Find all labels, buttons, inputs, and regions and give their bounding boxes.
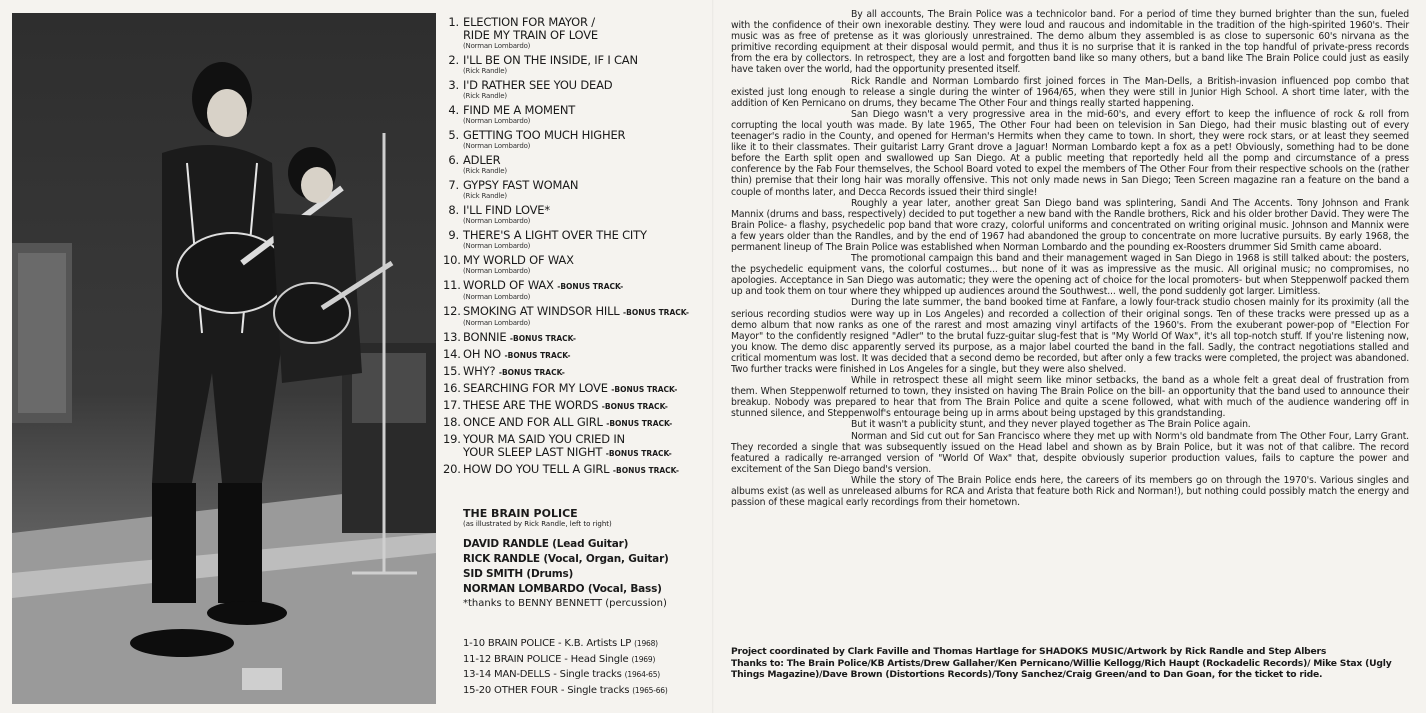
- track-number: 2.: [448, 53, 459, 67]
- track-number: 8.: [448, 203, 459, 217]
- track-item: [443, 104, 693, 129]
- track-title-text: SMOKING AT WINDSOR HILL: [463, 304, 620, 318]
- essay-paragraph: Roughly a year later, another great San Diego band was splintering, Sandi And The Accents. Tony Johnson and Frank Mannix (drums and bass, respectively) decided to put together a new band with the Randle brothers, Rick and his older brother David. They were The Brain Police- a flashy, psychedelic pop band that wore crazy, colorful uniforms and concentrated on writing original music. Johnson and Mannix were a few years older than the Randles, and by the end of 1967 had abandoned the group to concentrate on more lucrative pursuits. By early 1968, the permanent lineup of The Brain Police was established when Norman Lombardo and the pounding ex-Roosters drummer Sid Smith came aboard.: [731, 197, 1409, 253]
- track-title-text: I'LL BE ON THE INSIDE, IF I CAN: [463, 53, 638, 67]
- bonus-track-label: -BONUS TRACK-: [557, 282, 624, 291]
- track-title-text: YOUR MA SAID YOU CRIED IN: [463, 432, 625, 446]
- track-title: [463, 29, 693, 42]
- track-item: [443, 382, 693, 396]
- source-year: (1964-65): [624, 670, 661, 679]
- track-title-text: FIND ME A MOMENT: [463, 103, 576, 117]
- bonus-track-label: -BONUS TRACK-: [612, 466, 679, 475]
- liner-notes: [731, 9, 1409, 508]
- bonus-track-label: -BONUS TRACK-: [606, 419, 673, 428]
- band-member: NORMAN LOMBARDO (Vocal, Bass): [463, 583, 662, 595]
- track-item: [443, 79, 693, 104]
- track-number: 10.: [443, 253, 461, 267]
- band-member: SID SMITH (Drums): [463, 568, 574, 580]
- source-text: 1-10 BRAIN POLICE - K.B. Artists LP: [463, 638, 632, 649]
- band-member: RICK RANDLE (Vocal, Organ, Guitar): [463, 553, 669, 565]
- source-item: [463, 652, 703, 668]
- track-title: [463, 129, 693, 142]
- tracklist: [443, 16, 693, 480]
- band-title: THE BRAIN POLICE: [463, 507, 578, 520]
- track-title: [463, 204, 693, 217]
- track-songwriter: (Norman Lombardo): [463, 242, 531, 250]
- essay-paragraph: Rick Randle and Norman Lombardo first joined forces in The Man-Dells, a British-invasion influenced pop combo that existed just long enough to release a single during the winter of 1964/65, when they were still in Junior High School. A short time later, with the addition of Ken Pernicano on drums, they became The Other Four and things really started happening.: [731, 75, 1409, 109]
- track-item: [443, 54, 693, 79]
- bonus-track-label: -BONUS TRACK-: [509, 334, 576, 343]
- track-title-text: ADLER: [463, 153, 501, 167]
- track-title: [463, 54, 693, 67]
- track-title: [463, 154, 693, 167]
- track-title: [463, 463, 693, 477]
- track-songwriter: (Norman Lombardo): [463, 117, 531, 125]
- track-title: [463, 416, 693, 430]
- track-title: [463, 254, 693, 267]
- track-number: 6.: [448, 153, 459, 167]
- track-title: [463, 331, 693, 345]
- track-number: 18.: [443, 415, 461, 429]
- track-title-text: OH NO: [463, 347, 502, 361]
- essay-paragraph: While in retrospect these all might seem like minor setbacks, the band as a whole felt a great deal of frustration from them. When Steppenwolf returned to town, they insisted on having The Brain Police on the bill- an opportunity that the band used to announce their breakup. Nobody was prepared to hear that from The Brain Police and quite a scene followed, what with much of the audience wandering off in stunned silence, and Steppenwolf's entourage being up in arms about being upstaged by this grandstanding.: [731, 375, 1409, 420]
- thanks-credit: Thanks to: The Brain Police/KB Artists/Drew Gallaher/Ken Pernicano/Willie Kellogg/Rich Haupt (Rockadelic Records)/ Mike Stax (Ugly Things Magazine)/Dave Brown (Distortions Records)/Tony Sanchez/Craig Green/and to Dan Goan, for the ticket to ride.: [731, 657, 1392, 680]
- track-item: [443, 305, 693, 331]
- track-number: 19.: [443, 432, 461, 446]
- track-title-text: I'D RATHER SEE YOU DEAD: [463, 78, 613, 92]
- track-title-text: RIDE MY TRAIN OF LOVE: [463, 28, 598, 42]
- bonus-track-label: -BONUS TRACK-: [601, 402, 668, 411]
- track-item: [443, 365, 693, 379]
- track-item: [443, 433, 693, 460]
- track-songwriter: (Rick Randle): [463, 67, 507, 75]
- bonus-track-label: -BONUS TRACK-: [622, 308, 690, 317]
- track-songwriter: (Rick Randle): [463, 192, 507, 200]
- track-number: 3.: [448, 78, 459, 92]
- track-number: 9.: [448, 228, 459, 242]
- track-songwriter: (Norman Lombardo): [463, 217, 531, 225]
- track-songwriter: (Rick Randle): [463, 92, 507, 100]
- track-item: [443, 129, 693, 154]
- source-text: 11-12 BRAIN POLICE - Head Single: [463, 653, 629, 665]
- track-number: 11.: [443, 278, 461, 292]
- band-subtitle: (as illustrated by Rick Randle, left to right): [463, 520, 612, 528]
- source-item: [463, 667, 703, 683]
- fold-crease: [712, 0, 714, 713]
- track-title-text: ELECTION FOR MAYOR /: [463, 15, 595, 29]
- track-title-text: ONCE AND FOR ALL GIRL: [463, 415, 603, 429]
- track-number: 4.: [448, 103, 459, 117]
- track-title-text: SEARCHING FOR MY LOVE: [463, 381, 608, 395]
- track-number: 17.: [443, 398, 461, 412]
- track-title-text: THERE'S A LIGHT OVER THE CITY: [463, 228, 647, 242]
- track-title-text: WHY?: [463, 364, 496, 378]
- track-item: [443, 204, 693, 229]
- track-title: [463, 365, 693, 379]
- essay-paragraph: The promotional campaign this band and their management waged in San Diego in 1968 is still talked about: the posters, the psychedelic equipment vans, the colorful costumes... but none of it was as impressive as the music. All original music; no compromises, no apologies. Acceptance in San Diego was automatic; they were the opening act of choice for the local promoters- but when Steppenwolf packed them up and took them on tour where they whipped up audiences around the Southwest... well, the pond suddenly got larger. Limitless.: [731, 253, 1409, 298]
- source-year: (1965-66): [632, 685, 668, 695]
- track-number: 16.: [443, 381, 461, 395]
- track-number: 7.: [448, 178, 459, 192]
- track-title-text: WORLD OF WAX: [463, 278, 554, 292]
- bonus-track-label: -BONUS TRACK-: [498, 368, 565, 377]
- essay-paragraph: By all accounts, The Brain Police was a technicolor band. For a period of time they burned brighter than the sun, fueled with the confidence of their own inexorable destiny. They were loud and raucous and indomitable in the tradition of the high-spirited 1960's. Their music was as free of pretense as it was gloriously unrestrained. The demo album they assembled is as close to supersonic 60's nirvana as the primitive recording equipment at their disposal would permit, and thus it is no surprise that it is ranked in the top handful of private-press records from the era by collectors. In retrospect, they are a lost and forgotten band like so many others, but a band like The Brain Police could just as easily have taken over the world, had the opportunity presented itself.: [731, 9, 1409, 76]
- track-title: [463, 399, 693, 413]
- band-lineup: [463, 507, 703, 611]
- track-songwriter: (Norman Lombardo): [463, 142, 531, 150]
- track-number: 14.: [443, 347, 461, 361]
- essay-paragraph: San Diego wasn't a very progressive area in the mid-60's, and every effort to keep the influence of rock & roll from corrupting the local youth was made. By late 1965, The Other Four had been on television in San Diego, had their music blasting out of every teenager's radio in the County, and opened for Herman's Hermits when they came to town. In short, they were rock stars, or at least they seemed like it to their classmates. Their guitarist Larry Grant drove a Jaguar! Norman Lombardo kept a fox as a pet! Obviously, something had to be done before the Earth split open and swallowed up San Diego. At a public meeting that reportedly held all the pomp and circumstance of a press conference by the Fab Four themselves, the School Board voted to expel the members of The Other Four from their respective schools on the (rather thin) premise that their long hair was morally offensive. This not only made news in San Diego; Teen Screen magazine ran a feature on the band a couple of months later, and Decca Records issued their third single!: [731, 108, 1409, 198]
- credits-footer: [731, 646, 1409, 681]
- source-text: 15-20 OTHER FOUR - Single tracks: [463, 684, 630, 696]
- track-title-text: BONNIE: [463, 330, 507, 344]
- track-title: [463, 348, 693, 362]
- track-item: [443, 416, 693, 430]
- track-title: [463, 229, 693, 242]
- track-item: [443, 179, 693, 204]
- track-title: [463, 179, 693, 192]
- track-item: [443, 463, 693, 477]
- track-item: [443, 154, 693, 179]
- track-title: [463, 382, 693, 396]
- track-item: [443, 229, 693, 254]
- band-photo: [12, 13, 436, 704]
- essay-paragraph: Norman and Sid cut out for San Francisco where they met up with Norm's old bandmate from The Other Four, Larry Grant. They recorded a single that was subsequently issued on the Head label and shown as by Brain Police, but it was not of that calibre. The record featured a radically re-arranged version of "World Of Wax" that, despite obviously superior production values, fails to capture the power and excitement of the San Diego band's version.: [731, 430, 1409, 475]
- bonus-track-label: -BONUS TRACK-: [611, 385, 678, 394]
- track-item: [443, 348, 693, 362]
- track-number: 15.: [443, 364, 461, 378]
- track-number: 5.: [448, 128, 459, 142]
- track-title-text: MY WORLD OF WAX: [463, 253, 574, 267]
- bonus-track-label: -BONUS TRACK-: [504, 351, 571, 360]
- track-title: [463, 104, 693, 117]
- source-item: [463, 683, 703, 699]
- track-number: 20.: [443, 462, 461, 476]
- track-item: [443, 16, 693, 54]
- track-title: [463, 446, 693, 460]
- track-title-text: THESE ARE THE WORDS: [463, 398, 599, 412]
- track-number: 1.: [448, 15, 459, 29]
- track-number: 12.: [443, 304, 461, 318]
- source-year: (1969): [631, 654, 656, 664]
- source-item: [463, 636, 703, 652]
- essay-paragraph: During the late summer, the band booked time at Fanfare, a lowly four-track studio chosen mainly for its proximity (all the serious recording studios were way up in Los Angeles) and recorded a collection of their original songs. Ten of these tracks were pressed up as a demo album that now ranks as one of the rarest and most amazing vinyl artifacts of the 1960's. From the exuberant power-pop of "Election For Mayor" to the confidently resigned "Adler" to the brutal fuzz-guitar slug-fest that is "My World Of Wax", it's all top-notch stuff. If you're listening now, you know. The demo disc apparently served its purpose, as a major label courted the band in the fall. Sadly, the contract negotiations stalled and critical momentum was lost. It was decided that a second demo be recorded, but after only a few tracks were completed, the project was abandoned. Two further tracks were finished in Los Angeles for a single, but they were also shelved.: [731, 297, 1409, 375]
- track-songwriter: (Rick Randle): [463, 167, 507, 175]
- track-title-text: YOUR SLEEP LAST NIGHT: [463, 445, 603, 459]
- band-photo-image: [12, 13, 436, 704]
- track-item: [443, 331, 693, 345]
- essay-paragraph: But it wasn't a publicity stunt, and they never played together as The Brain Police again.: [851, 419, 1251, 431]
- track-title: [463, 279, 693, 293]
- track-title: [463, 305, 693, 319]
- source-year: (1968): [634, 639, 658, 648]
- track-title-text: HOW DO YOU TELL A GIRL: [463, 462, 610, 476]
- source-list: [463, 636, 703, 698]
- track-title-text: GETTING TOO MUCH HIGHER: [463, 128, 626, 142]
- band-member: DAVID RANDLE (Lead Guitar): [463, 538, 629, 550]
- source-text: 13-14 MAN-DELLS - Single tracks: [463, 669, 622, 680]
- track-songwriter: (Norman Lombardo): [463, 319, 531, 327]
- track-item: [443, 399, 693, 413]
- band-thanks: *thanks to BENNY BENNETT (percussion): [463, 598, 667, 609]
- project-credit: Project coordinated by Clark Faville and Thomas Hartlage for SHADOKS MUSIC/Artwork by Rick Randle and Step Albers: [731, 646, 1327, 657]
- track-title-text: GYPSY FAST WOMAN: [463, 178, 579, 192]
- track-title-text: I'LL FIND LOVE*: [463, 203, 550, 217]
- track-item: [443, 279, 693, 305]
- track-number: 13.: [443, 330, 461, 344]
- track-item: [443, 254, 693, 279]
- track-songwriter: (Norman Lombardo): [463, 293, 531, 301]
- track-title: [463, 79, 693, 92]
- track-songwriter: (Norman Lombardo): [463, 267, 531, 275]
- bonus-track-label: -BONUS TRACK-: [605, 449, 672, 458]
- track-songwriter: (Norman Lombardo): [463, 42, 531, 50]
- essay-paragraph: While the story of The Brain Police ends here, the careers of its members go on through the 1970's. Various singles and albums exist (as well as unreleased albums for RCA and Arista that feature both Rick and Norman!), but nothing could possibly match the energy and passion of these magical early recordings from their hometown.: [731, 474, 1409, 509]
